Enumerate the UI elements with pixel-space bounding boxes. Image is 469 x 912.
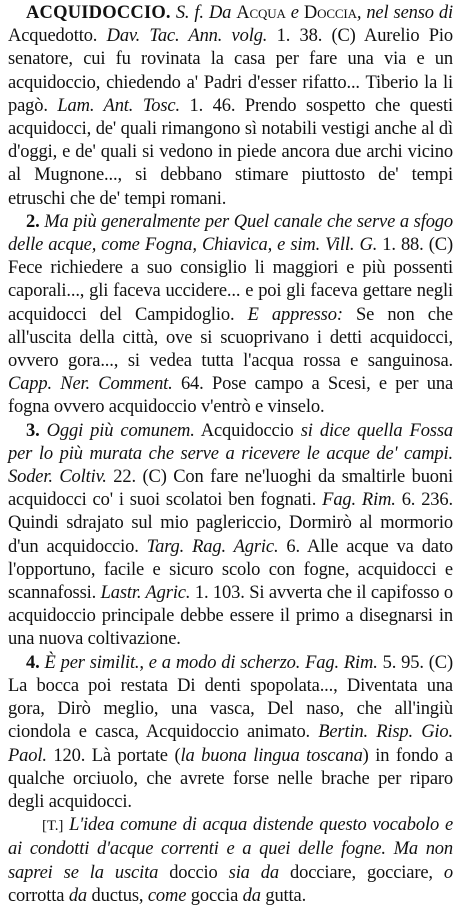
citation-source: Soder. Coltiv. bbox=[8, 467, 107, 488]
note-text: o bbox=[443, 862, 453, 883]
headword: ACQUIDOCCIO. bbox=[26, 3, 171, 23]
citation-number: 22. bbox=[113, 467, 136, 488]
quotation: La bocca poi restata Di denti spopolata..., Diventata una gora, Dirò meglio, una vasca, Del naso, che all'ingiù ciondola e casca, Acquidoccio animato. bbox=[8, 675, 453, 743]
sense-number: 2. bbox=[26, 211, 40, 232]
citation-number: 5. 95. bbox=[382, 652, 424, 673]
citation-number: 1. 38. bbox=[276, 26, 323, 47]
crusca-mark: (C) bbox=[428, 652, 454, 673]
note-word: ductus, bbox=[91, 885, 144, 906]
citation-source: Bertin. Risp. Gio. Paol. bbox=[8, 722, 453, 766]
sense-3-paragraph bbox=[8, 420, 453, 652]
defined-word: Acquidoccio bbox=[200, 420, 294, 441]
definition: È per similit., e a modo di scherzo. bbox=[44, 652, 301, 673]
etymology-text: Da bbox=[208, 3, 232, 23]
quotation: Quindi sdrajato sul mio paglericcio, Dormirò al mormorio d'un acquidoccio. bbox=[8, 513, 453, 557]
definition: Oggi più comunem. bbox=[46, 420, 195, 441]
note-word: corrotta bbox=[8, 885, 65, 906]
citation-number: 120. bbox=[53, 745, 86, 766]
quotation: Prendo sospetto che questi acquidocci, de' quali rimangono sì notabili vestigi anche al dì d'oggi, e de' quali si vedono in piede ancora due archi vicino al Mugnone..., si debbano stimare piuttosto de' tempi etruschi che de' tempi romani. bbox=[8, 95, 454, 209]
quotation: Si avverta che il capifosso o acquidoccio principale debbe essere il primo a disegnarsi in una nuova coltivazione. bbox=[8, 583, 453, 650]
citation-number: 64. bbox=[180, 374, 204, 395]
sense-number: 3. bbox=[26, 420, 40, 441]
note-word: gutta. bbox=[265, 885, 307, 906]
note-text: da bbox=[242, 885, 261, 906]
citation-source: Fag. Rim. bbox=[322, 490, 396, 511]
quotation: Con fare ne'luoghi da smaltirle buoni acquidocci co' i suoi scolatoi ben fognati. bbox=[8, 467, 453, 511]
note-text: sia da bbox=[228, 862, 279, 883]
citation-source: Lastr. Agric. bbox=[100, 583, 191, 604]
definition: Ma più generalmente per Quel canale che serve a sfogo delle acque, come Fogna, Chiavica, e sim. bbox=[8, 211, 454, 256]
note-text: L'idea comune di acqua distende questo vocabolo e ai condotti d'acque correnti e a quei delle fogne. Ma non saprei se la uscita bbox=[8, 815, 454, 883]
quotation: Là portate ( bbox=[91, 745, 181, 766]
tommaseo-mark: [T.] bbox=[42, 818, 64, 835]
dictionary-entry bbox=[8, 2, 453, 908]
grammar-label: S. f. bbox=[175, 3, 204, 23]
crusca-mark: (C) bbox=[142, 467, 167, 488]
citation-source: Lam. Ant. Tosc. bbox=[57, 95, 180, 116]
quotation: Pose campo a Scesi, e per una fogna ovvero acquidoccio v'entrò e vinselo. bbox=[8, 374, 454, 418]
note-word: doccio bbox=[169, 862, 218, 883]
note-word: goccia bbox=[190, 885, 239, 906]
sense-number: 4. bbox=[26, 652, 40, 673]
definition: Acquedotto. bbox=[8, 26, 98, 47]
citation-number: 6. bbox=[286, 536, 300, 557]
citation-source: Dav. Tac. Ann. volg. bbox=[106, 26, 268, 47]
sense-4-paragraph bbox=[8, 652, 453, 814]
citation-number: 6. 236. bbox=[401, 490, 453, 511]
quotation: Aurelio Pio senatore, cui fu rovinata la casa per fare una via e un acquidoccio, chiedendo a' Padri d'esser rifatto... Tiberio la li pagò. bbox=[8, 26, 453, 116]
note-word: docciare, gocciare, bbox=[290, 862, 433, 883]
tommaseo-note-paragraph bbox=[8, 814, 453, 908]
citation-number: 1. 88. bbox=[382, 235, 424, 256]
appresso-label: E appresso: bbox=[247, 304, 343, 325]
citation-number: 1. 46. bbox=[189, 95, 236, 116]
note-text: come bbox=[147, 885, 187, 906]
etymology-text: , nel senso di bbox=[356, 3, 454, 23]
quotation: ) in fondo a qualche orciuolo, che avrete forse nelle brache per riparo degli acquidocci. bbox=[8, 745, 453, 812]
etymology-word-2: Doccia bbox=[303, 3, 357, 23]
citation-source: Fag. Rim. bbox=[305, 652, 378, 673]
etymology-word-1: Acqua bbox=[236, 3, 286, 23]
quotation: Alle acque va dato l'opportuno, facile e sicuro scolo con fogne, acquidocci e scannafossi. bbox=[8, 536, 453, 604]
citation-source: Vill. G. bbox=[325, 235, 378, 256]
citation-number: 1. 103. bbox=[194, 583, 245, 604]
citation-source: Targ. Rag. Agric. bbox=[146, 536, 279, 557]
crusca-mark: (C) bbox=[428, 235, 453, 256]
quotation: Fece richiedere a suo consiglio li maggiori e più possenti caporali..., gli faceva uccidere... e poi gli faceva gettare negli acquidocci del Campidoglio. bbox=[8, 258, 453, 325]
sense-1-paragraph bbox=[8, 2, 453, 211]
definition: si dice quella Fossa per lo più murata che serve a ricevere le acque de' campi. bbox=[8, 420, 453, 464]
citation-source: Capp. Ner. Comment. bbox=[8, 374, 173, 395]
quotation: Se non che all'uscita della città, ove si scuoprivano i detti acquidocci, ovvero gora..., si vedea tutta l'acqua rossa e sanguinosa. bbox=[8, 304, 453, 372]
note-text: da bbox=[68, 885, 88, 906]
sense-2-paragraph bbox=[8, 211, 453, 420]
etymology-text: e bbox=[290, 3, 299, 23]
quotation-italic: la buona lingua toscana bbox=[180, 745, 363, 766]
crusca-mark: (C) bbox=[331, 26, 356, 47]
